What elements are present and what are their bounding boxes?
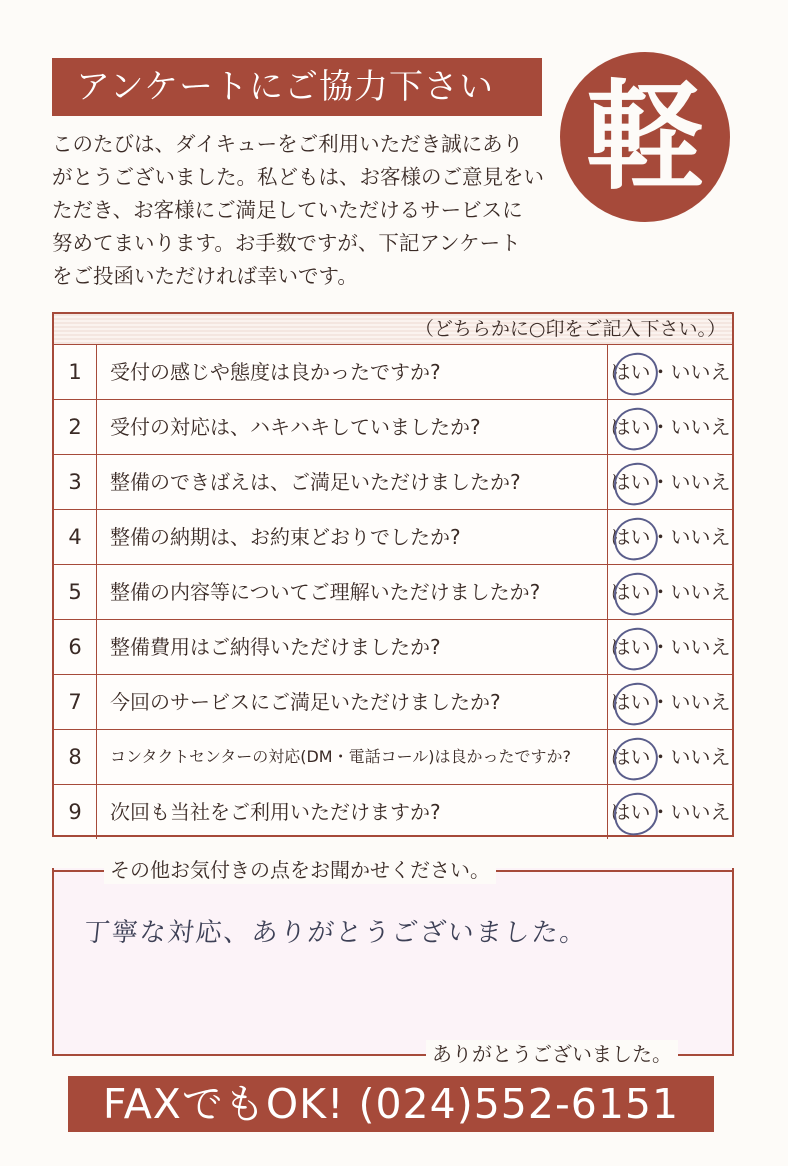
circled-yes-mark (611, 790, 660, 838)
answer-choice[interactable] (607, 675, 733, 729)
question-number: 5 (54, 565, 97, 619)
question-text: 整備の納期は、お約束どおりでしたか? (110, 525, 461, 549)
answer-label: はい・いいえ (610, 800, 731, 824)
question-text: 受付の感じや態度は良かったですか? (110, 360, 441, 384)
answer-label: はい・いいえ (610, 580, 731, 604)
question-text: 受付の対応は、ハキハキしていましたか? (110, 415, 481, 439)
circled-yes-mark (611, 680, 660, 728)
survey-table (52, 312, 734, 837)
question-text: 今回のサービスにご満足いただけましたか? (110, 690, 501, 714)
answer-choice[interactable] (607, 510, 733, 564)
answer-label: はい・いいえ (610, 690, 731, 714)
question-number: 7 (54, 675, 97, 729)
fax-banner: FAXでもOK! (024)552-6151 (68, 1076, 714, 1132)
circled-yes-mark (611, 515, 660, 563)
question-row (54, 400, 732, 455)
answer-label: はい・いいえ (610, 470, 731, 494)
question-row (54, 345, 732, 400)
question-row (54, 510, 732, 565)
question-text: 整備の内容等についてご理解いただけましたか? (110, 580, 541, 604)
answer-choice[interactable] (607, 565, 733, 619)
question-row (54, 455, 732, 510)
answer-label: はい・いいえ (610, 525, 731, 549)
question-row (54, 675, 732, 730)
question-number: 8 (54, 730, 97, 784)
intro-paragraph: このたびは、ダイキューをご利用いただき誠にあり がとうございました。私どもは、お客様のご意見をい ただき、お客様にご満足していただけるサービスに 努めてまいります。お手数ですが、下記アンケート をご投函いただければ幸いです。 (52, 132, 544, 288)
answer-choice[interactable] (607, 345, 733, 399)
question-number: 6 (54, 620, 97, 674)
answer-label: はい・いいえ (610, 745, 731, 769)
question-row (54, 730, 732, 785)
circled-yes-mark (611, 405, 660, 453)
question-number: 2 (54, 400, 97, 454)
seal-character: 軽 (585, 68, 704, 206)
answer-choice[interactable] (607, 400, 733, 454)
answer-label: はい・いいえ (610, 415, 731, 439)
question-row (54, 565, 732, 620)
question-number: 1 (54, 345, 97, 399)
answer-choice[interactable] (607, 455, 733, 509)
question-number: 9 (54, 785, 97, 839)
question-text: 次回も当社をご利用いただけますか? (110, 800, 441, 824)
question-row (54, 620, 732, 675)
answer-choice[interactable] (607, 620, 733, 674)
answer-choice[interactable] (607, 785, 733, 839)
question-text: コンタクトセンターの対応(DM・電話コール)は良かったですか? (110, 747, 572, 766)
circled-yes-mark (611, 350, 660, 398)
page-title: アンケートにご協力下さい (52, 58, 542, 116)
question-text: 整備のできばえは、ご満足いただけましたか? (110, 470, 521, 494)
answer-label: はい・いいえ (610, 360, 731, 384)
question-text: 整備費用はご納得いただけましたか? (110, 635, 441, 659)
comments-box[interactable] (52, 868, 734, 1056)
answer-choice[interactable] (607, 730, 733, 784)
circled-yes-mark (611, 625, 660, 673)
question-number: 3 (54, 455, 97, 509)
answer-label: はい・いいえ (610, 635, 731, 659)
question-number: 4 (54, 510, 97, 564)
question-row (54, 785, 732, 839)
circled-yes-mark (611, 570, 660, 618)
circled-yes-mark (611, 735, 660, 783)
survey-header (54, 314, 732, 345)
thanks-text: ありがとうございました。 (426, 1040, 678, 1068)
survey-instruction: （どちらかに○印をご記入下さい。） (414, 318, 726, 340)
handwritten-comment: 丁寧な対応、ありがとうございました。 (82, 918, 590, 948)
comments-prompt: その他お気付きの点をお聞かせください。 (104, 856, 496, 884)
brand-seal-logo (560, 52, 730, 222)
circled-yes-mark (611, 460, 660, 508)
